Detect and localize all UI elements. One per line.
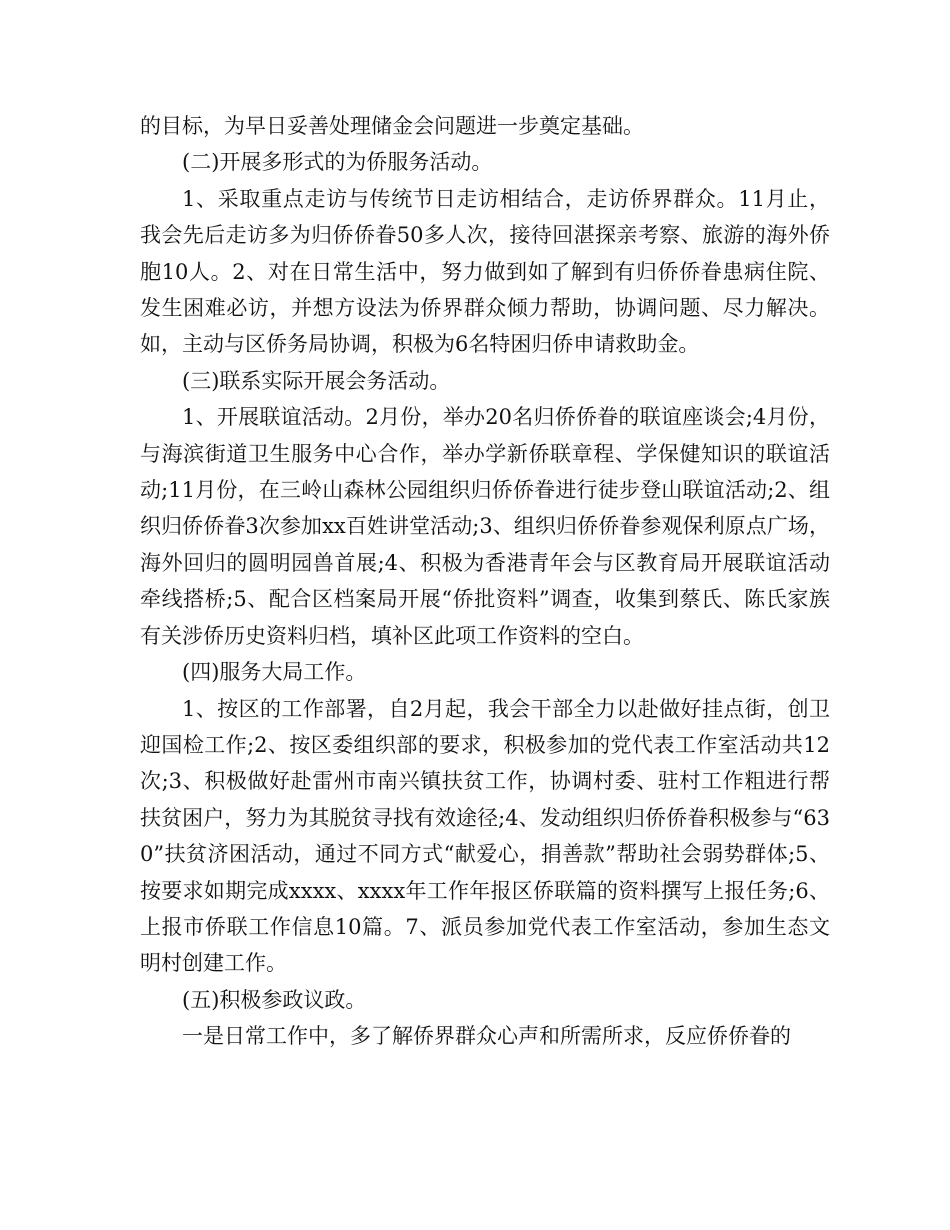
paragraph-politics: 一是日常工作中，多了解侨界群众心声和所需所求，反应侨侨眷的 — [182, 1024, 791, 1049]
section-heading-4: (四)服务大局工作。 — [182, 660, 367, 685]
paragraph-continuation: 的目标，为早日妥善处理储金会问题进一步奠定基础。 — [140, 114, 644, 138]
paragraph-visits: 1、采取重点走访与传统节日走访相结合，走访侨界群众。11月止，我会先后走访多为归侨侨眷50多人次，接待回湛探亲考察、旅游的海外侨胞10人。2、对在日常生活中，努力做到如了解到有归侨侨眷患病住院、发生困难必访，并想方设法为侨界群众倾力帮助，协调问题、尽力解决。如，主动与区侨务局协调，积极为6名特困归侨申请救助金。 — [140, 186, 830, 357]
section-heading-2: (二)开展多形式的为侨服务活动。 — [182, 150, 493, 175]
document-body — [140, 108, 830, 1055]
paragraph-activities: 1、开展联谊活动。2月份，举办20名归侨侨眷的联谊座谈会;4月份，与海滨街道卫生服务中心合作，举办学新侨联章程、学保健知识的联谊活动;11月份，在三岭山森林公园组织归侨侨眷进行徒步登山联谊活动;2、组织归侨侨眷3次参加xx百姓讲堂活动;3、组织归侨侨眷参观保利原点广场，海外回归的圆明园兽首展;4、积极为香港青年会与区教育局开展联谊活动牵线搭桥;5、配合区档案局开展“侨批资料”调查，收集到蔡氏、陈氏家族有关涉侨历史资料归档，填补区此项工作资料的空白。 — [140, 405, 830, 648]
paragraph-service: 1、按区的工作部署，自2月起，我会干部全力以赴做好挂点街，创卫迎国检工作;2、按区委组织部的要求，积极参加的党代表工作室活动共12次;3、积极做好赴雷州市南兴镇扶贫工作，协调村委、驻村工作粗进行帮扶贫困户，努力为其脱贫寻找有效途径;4、发动组织归侨侨眷积极参与“630”扶贫济困活动，通过不同方式“献爱心，捐善款”帮助社会弱势群体;5、按要求如期完成xxxx、xxxx年工作年报区侨联篇的资料撰写上报任务;6、上报市侨联工作信息10篇。7、派员参加党代表工作室活动，参加生态文明村创建工作。 — [140, 696, 830, 976]
section-heading-3: (三)联系实际开展会务活动。 — [182, 368, 451, 393]
section-heading-5: (五)积极参政议政。 — [182, 987, 367, 1012]
